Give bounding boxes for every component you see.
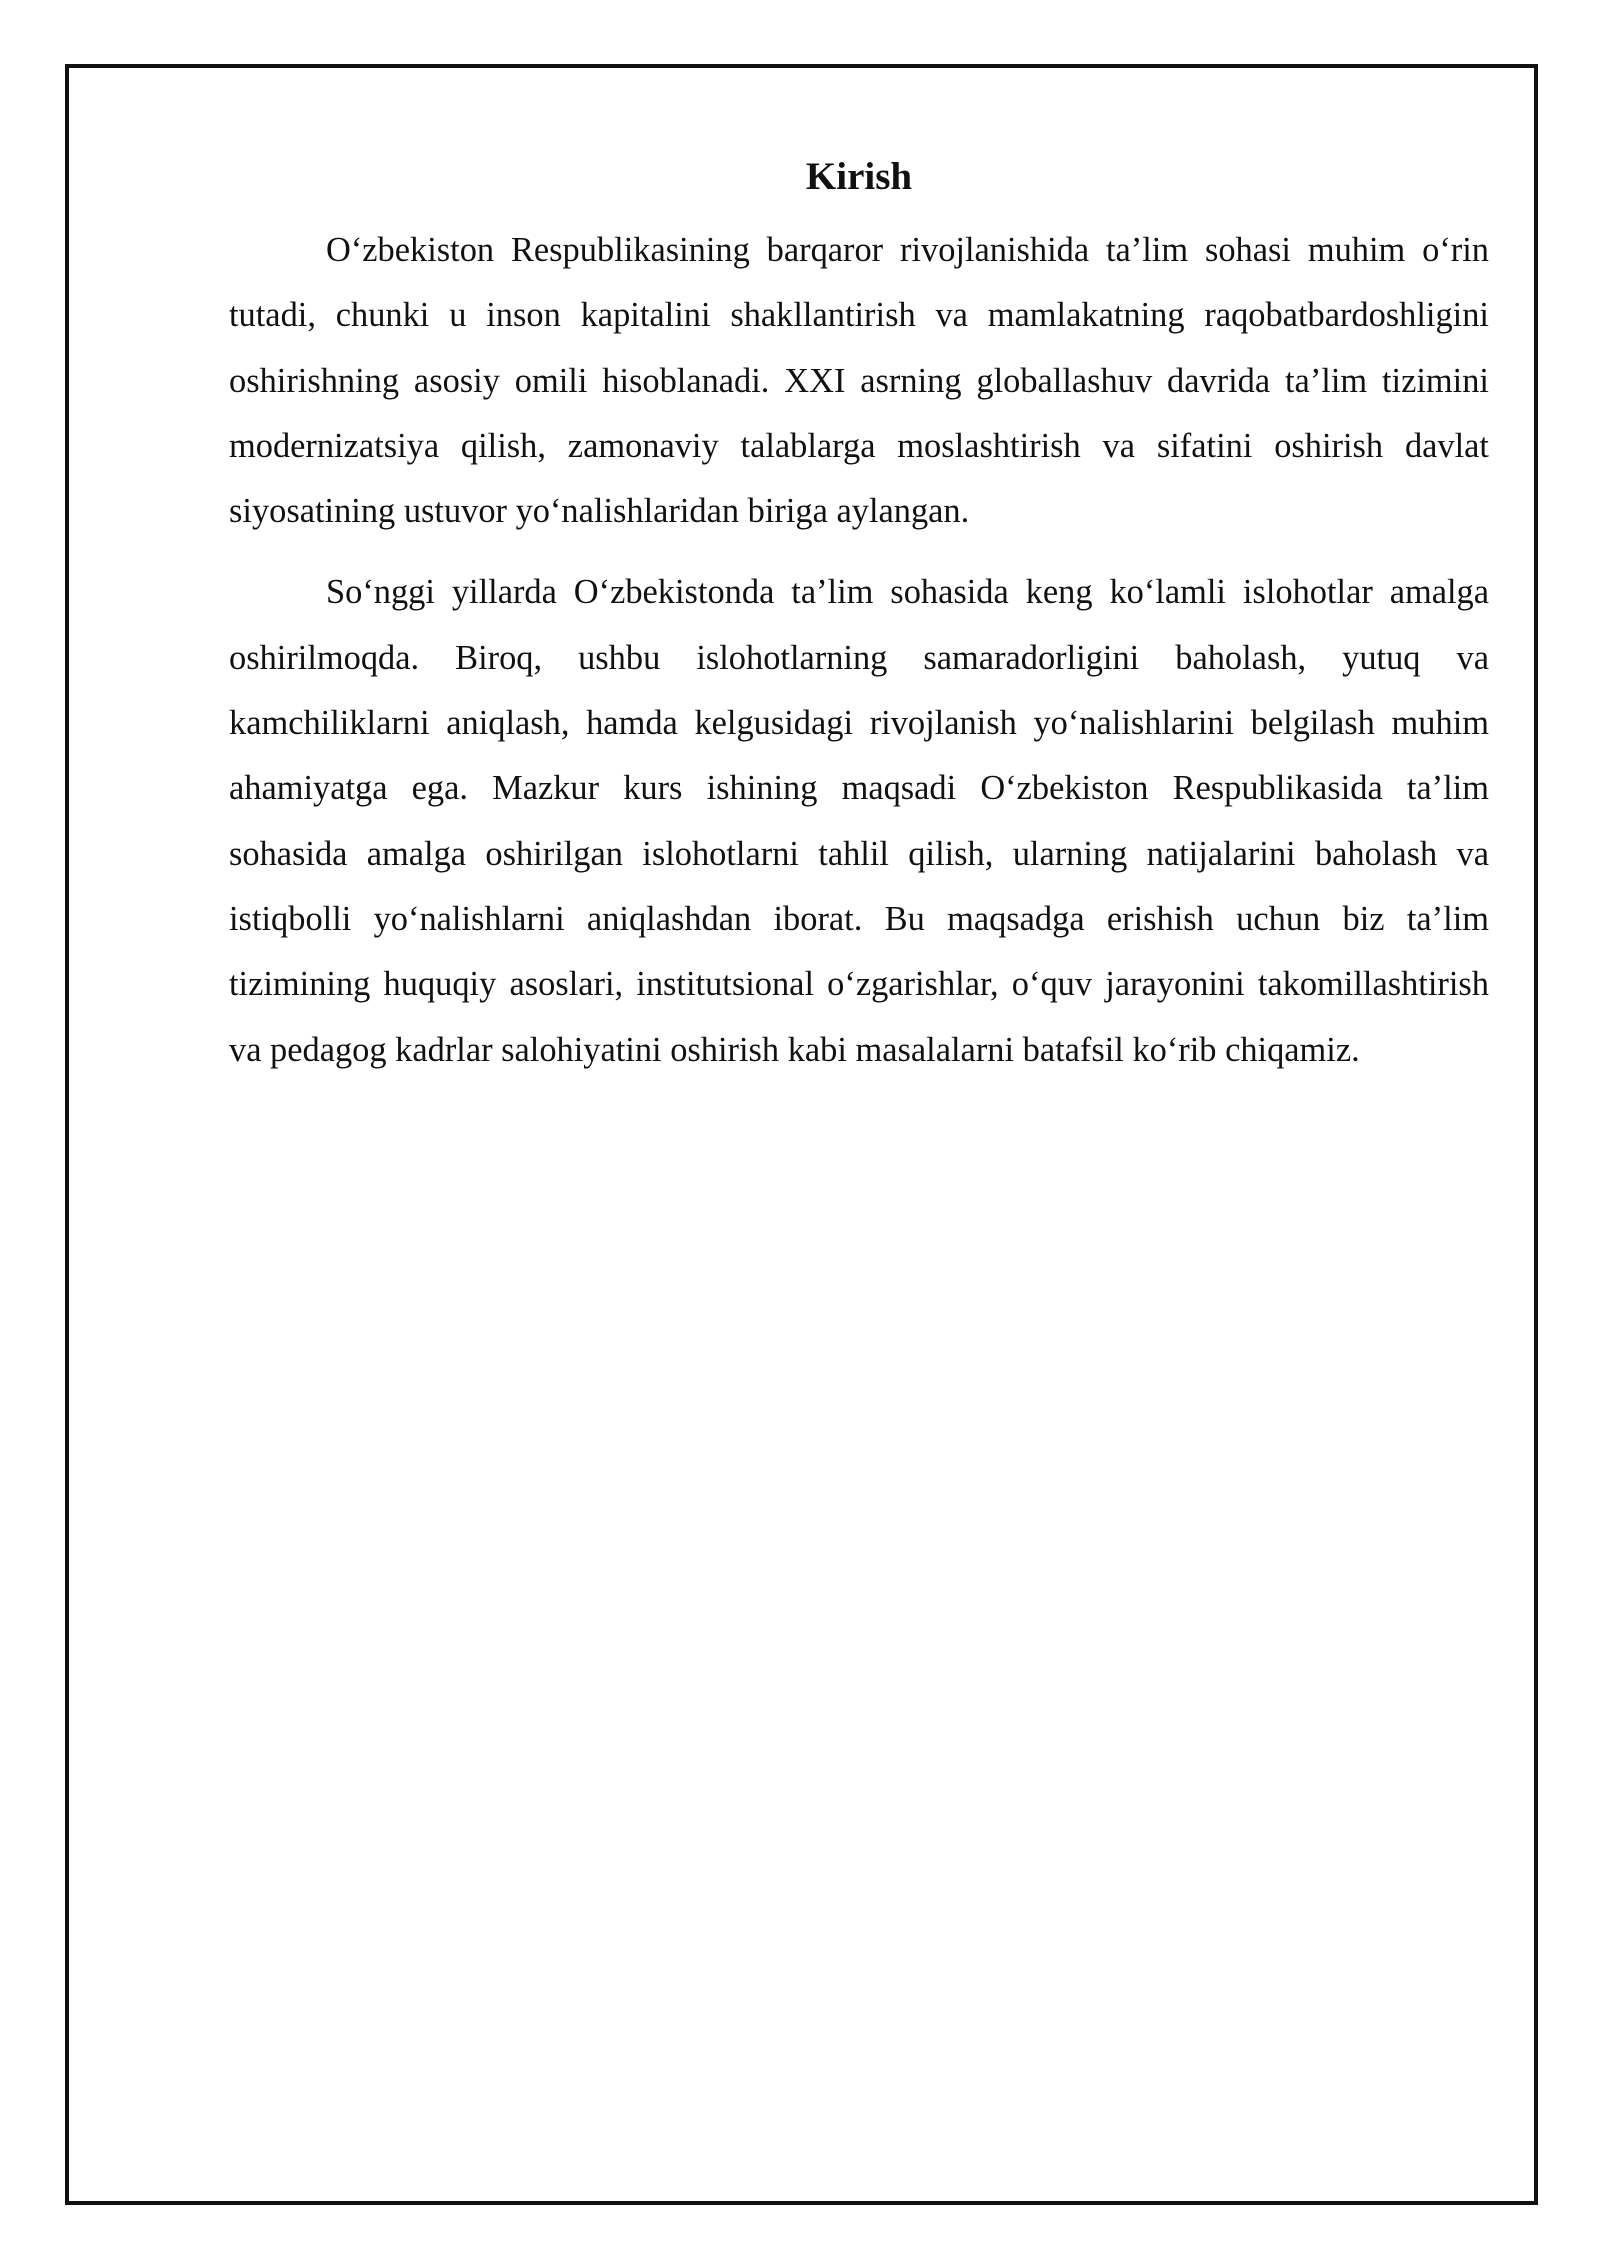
paragraph-aim: So‘nggi yillarda O‘zbekistonda ta’lim sohasida keng ko‘lamli islohotlar amalga oshirilmoqda. Biroq, ushbu islohotlarning samaradorligini baholash, yutuq va kamchiliklarni aniqlash, hamda kelgusidagi rivojlanish yo‘nalishlarini belgilash muhim ahamiyatga ega. Mazkur kurs ishining maqsadi O‘zbekiston Respublikasida ta’lim sohasida amalga oshirilgan islohotlarni tahlil qilish, ularning natijalarini baholash va istiqbolli yo‘nalishlarni aniqlashdan iborat. Bu maqsadga erishish uchun biz ta’lim tizimining huquqiy asoslari, institutsional o‘zgarishlar, o‘quv jarayonini takomillashtirish va pedagog kadrlar salohiyatini oshirish kabi masalalarni batafsil ko‘rib chiqamiz. [229, 573, 1489, 1069]
paragraph-introduction: O‘zbekiston Respublikasining barqaror rivojlanishida ta’lim sohasi muhim o‘rin tutadi, chunki u inson kapitalini shakllantirish va mamlakatning raqobatbardoshligini oshirishning asosiy omili hisoblanadi. XXI asrning globallashuv davrida ta’lim tizimini modernizatsiya qilish, zamonaviy talablarga moslashtirish va sifatini oshirish davlat siyosatining ustuvor yo‘nalishlaridan biriga aylangan. [229, 231, 1489, 531]
section-title: Kirish [805, 155, 913, 198]
document-body [229, 148, 1489, 1099]
